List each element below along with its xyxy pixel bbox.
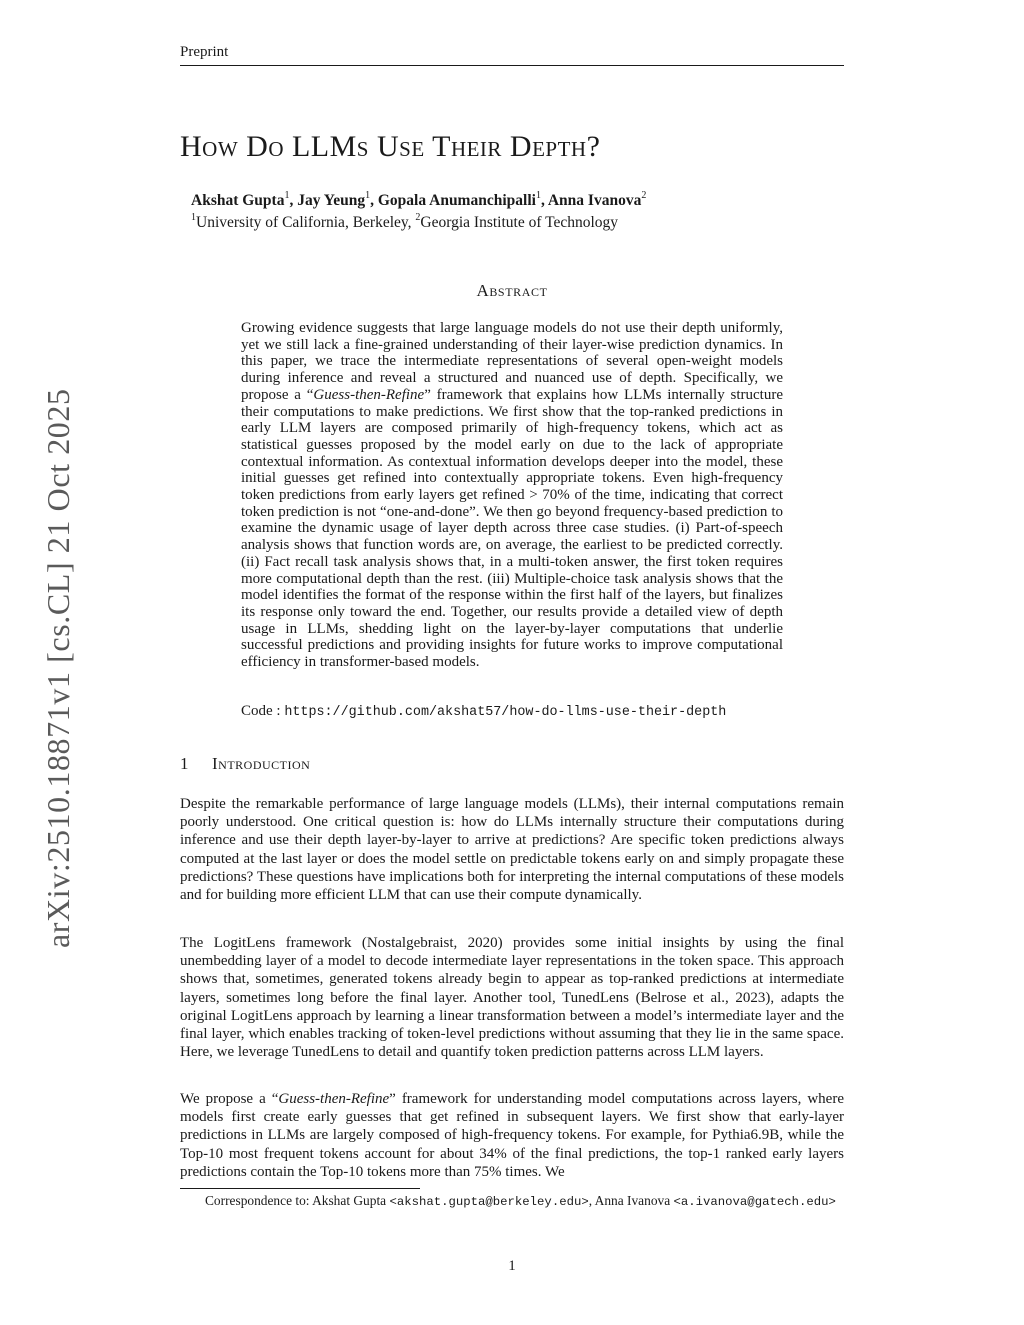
- affiliation-mark: 1: [191, 212, 196, 223]
- author-list: Akshat Gupta$^1$, Jay Yeung$^1$, Gopala Anumanchipalli$^1$, Anna Ivanova$^2$: [191, 190, 647, 210]
- affiliation-list: [191, 213, 618, 232]
- author-affiliation-mark: 1: [284, 190, 290, 201]
- email-link[interactable]: <akshat.gupta@berkeley.edu>: [389, 1195, 589, 1209]
- author-affiliation-mark: 2: [641, 190, 647, 201]
- body-paragraph: Despite the remarkable performance of large language models (LLMs), their internal computations remain poorly understood. One critical question is: how do LLMs internally structure their computations during inference and use their depth layer-by-layer to arrive at predictions? Are specific token predictions always computed at the last layer or does the model settle on predictable tokens early on and simply propagate these predictions? These questions have implications both for interpreting the internal computations of these models and for building more efficient LLM that can use their compute dynamically.: [180, 796, 844, 904]
- footnote-rule: [180, 1188, 420, 1189]
- code-line: [241, 703, 726, 720]
- body-paragraph: The LogitLens framework (Nostalgebraist, 2020) provides some initial insights by using the final unembedding layer of a model to decode intermediate layer representations in the token space. This approach shows that, sometimes, generated tokens already begin to appear as top-ranked predictions at intermediate layers, sometimes long before the final layer. Another tool, TunedLens (Belrose et al., 2023), adapts the original LogitLens approach by learning a linear transformation between a model’s intermediate layer and the final layer, which enables tracking of token-level predictions without assuming that they lie in the same space. Here, we leverage TunedLens to detail and quantify token prediction patterns across LLM layers.: [180, 935, 844, 1061]
- framework-name-emphasis: Guess-then-Refine: [278, 1091, 390, 1107]
- page-number: 1: [508, 1258, 516, 1274]
- abstract-text-part: ” framework that explains how LLMs internally structure their computations to make predictions. We first show that the top-ranked predictions in early LLM layers are composed primarily of high-frequency tokens, which act as statistical guesses proposed by the model early on due to the lack of appropriate contextual information. As contextual information develops deeper into the model, these initial guesses get refined into contextually appropriate tokens. Even high-frequency token predictions from early layers get refined > 70% of the time, indicating that correct token prediction is not “one-and-done”. We then go beyond frequency-based prediction to examine the dynamic usage of layer depth across three case studies. (i) Part-of-speech analysis shows that function words are, on average, the earliest to be predicted correctly. (ii) Fact recall task analysis shows that, in a multi-token answer, the first token requires more computational depth than the rest. (iii) Multiple-choice task analysis shows that the model identifies the format of the response within the first half of the layers, but finalizes its response only toward the end. Together, our results provide a detailed view of depth usage in LLMs, shedding light on the layer-by-layer computations that underlie successful predictions and providing insights for future works to improve computational efficiency in transformer-based models.: [241, 386, 783, 671]
- abstract-heading: Abstract: [476, 281, 548, 300]
- paragraph-text-part: ” framework for understanding model computations across layers, where models first create early guesses that get refined in subsequent layers. We first show that early-layer predictions in LLMs are largely composed of high-frequency tokens. For example, for Pythia6.9B, while the Top-10 most frequent tokens account for about 34% of the final predictions, the top-1 ranked early layers predictions contain the Top-10 tokens more than 75% times. We: [180, 1091, 844, 1180]
- running-head: Preprint: [180, 44, 229, 60]
- code-label: Code :: [241, 703, 281, 719]
- abstract-text: [241, 320, 783, 671]
- abstract-text-part: Growing evidence suggests that large language models do not use their depth uniformly, yet we still lack a fine-grained understanding of their layer-wise prediction dynamics. In this paper, we trace the intermediate representations of several open-weight models during inference and reveal a structured and nuanced use of depth. Specifically, we propose a “: [241, 320, 783, 403]
- author-name: Jay Yeung: [297, 192, 366, 210]
- header-rule: [180, 65, 844, 66]
- correspondence-footnote: [180, 1192, 844, 1212]
- section-title: Introduction: [212, 754, 311, 773]
- author-affiliation-mark: 1: [535, 190, 541, 201]
- arxiv-identifier-stamp: arXiv:2510.18871v1 [cs.CL] 21 Oct 2025: [40, 388, 76, 948]
- section-heading-introduction: [180, 754, 310, 774]
- author-affiliation-mark: 1: [365, 190, 371, 201]
- author-name: Anna Ivanova: [547, 192, 642, 210]
- author-name: Akshat Gupta: [191, 192, 285, 210]
- email-link[interactable]: <a.ivanova@gatech.edu>: [673, 1195, 836, 1209]
- paragraph-text-part: We propose a “: [180, 1091, 279, 1107]
- affiliation-mark: 2: [415, 212, 421, 223]
- body-paragraph: [180, 1090, 844, 1181]
- author-name: Gopala Anumanchipalli: [377, 192, 536, 210]
- affiliation-name: University of California, Berkeley,: [196, 214, 412, 232]
- section-number: 1: [180, 754, 189, 773]
- framework-name-emphasis: Guess-then-Refine: [313, 386, 425, 403]
- footnote-text: , Anna Ivanova: [588, 1193, 671, 1208]
- affiliation-name: Georgia Institute of Technology: [420, 214, 619, 232]
- footnote-text: Correspondence to: Akshat Gupta: [205, 1193, 387, 1208]
- paper-title: How Do LLMs Use Their Depth?: [180, 130, 601, 163]
- code-repository-link[interactable]: https://github.com/akshat57/how-do-llms-use-their-depth: [284, 705, 727, 720]
